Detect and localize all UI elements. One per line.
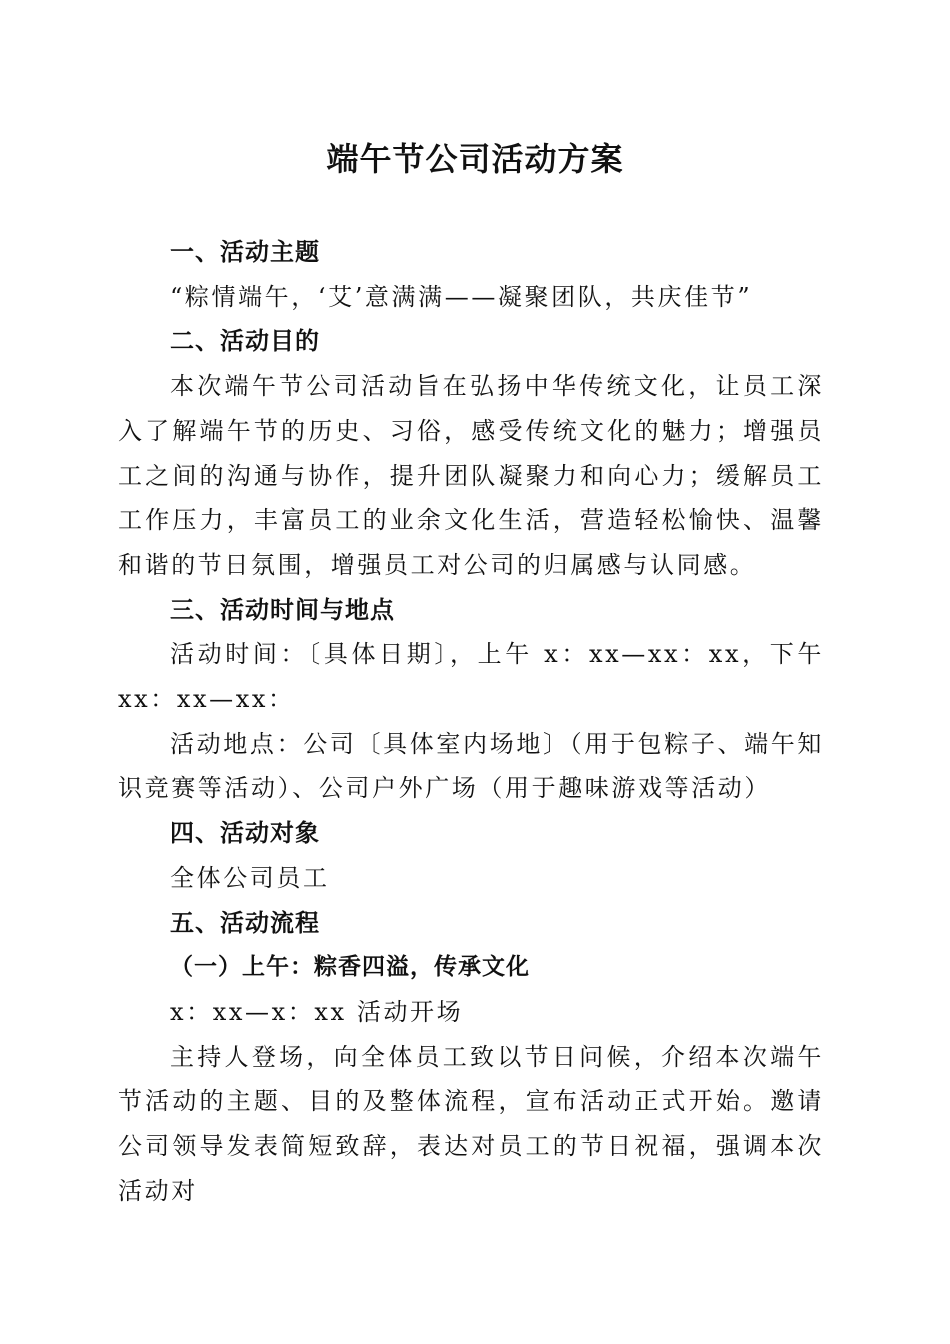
opening-time-line: x：xx—x：xx 活动开场 <box>170 997 464 1026</box>
section-heading-theme: 一、活动主题 <box>170 238 320 266</box>
audience-text: 全体公司员工 <box>170 863 330 892</box>
document-body <box>118 230 824 1213</box>
morning-subheading: （一）上午：粽香四溢，传承文化 <box>170 954 530 981</box>
activity-time-paragraph: 活动时间：〔具体日期〕，上午 x：xx—xx：xx，下午 xx：xx—xx： <box>118 640 824 714</box>
document-title: 端午节公司活动方案 <box>326 140 624 178</box>
opening-paragraph: 主持人登场，向全体员工致以节日问候，介绍本次端午节活动的主题、目的及整体流程，宣布活动正式开始。邀请公司领导发表简短致辞，表达对员工的节日祝福，强调本次活动对 <box>118 1042 824 1205</box>
section-heading-audience: 四、活动对象 <box>170 819 320 848</box>
section-heading-purpose: 二、活动目的 <box>170 327 320 356</box>
section-heading-process: 五、活动流程 <box>170 908 320 937</box>
section-heading-time-place: 三、活动时间与地点 <box>170 595 395 624</box>
purpose-paragraph: 本次端午节公司活动旨在弘扬中华传统文化，让员工深入了解端午节的历史、习俗，感受传统文化的魅力；增强员工之间的沟通与协作，提升团队凝聚力和向心力；缓解员工工作压力，丰富员工的业余文化生活，营造轻松愉快、温馨和谐的节日氛围，增强员工对公司的归属感与认同感。 <box>118 372 824 579</box>
activity-place-paragraph: 活动地点：公司〔具体室内场地〕（用于包粽子、端午知识竞赛等活动）、公司户外广场（用于趣味游戏等活动） <box>118 729 824 803</box>
theme-text: “粽情端午，‘艾’意满满——凝聚团队，共庆佳节” <box>170 282 753 311</box>
